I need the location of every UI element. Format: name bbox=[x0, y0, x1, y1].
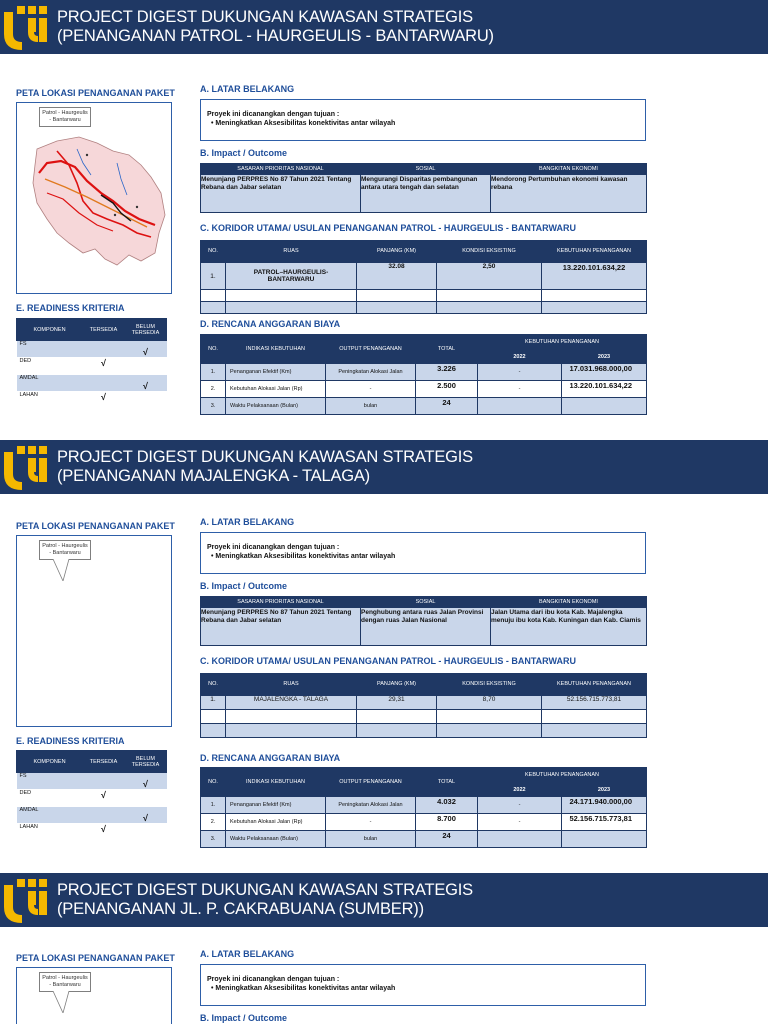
table-row: 1. MAJALENGKA - TALAGA 29,31 8,70 52.156.715.773,81 bbox=[201, 696, 647, 710]
pupr-logo-icon bbox=[4, 6, 48, 50]
latar-box: Proyek ini dicanangkan dengan tujuan : • Meningkatkan Aksesibilitas konektivitas antar wilayah bbox=[200, 532, 646, 574]
map-callout: Patrol - Haurgeulis - Bantarwaru bbox=[39, 107, 91, 127]
table-row: AMDAL √ bbox=[17, 375, 167, 392]
rab-table: NO. INDIKASI KEBUTUHAN OUTPUT PENANGANAN TOTAL KEBUTUHAN PENANGANAN 2022 2023 1. Penanganan Efektif (Km) Peningkatan Alokasi Jalan 3.226 - 17.031.968.000,00 2. Kebutuhan Alokasi Jalan (Rp) - 2.500 - 13.220.101.634,22 3. Waktu Pelaksanaan (Bulan) bulan 24 bbox=[200, 334, 647, 415]
koridor-table: NO. RUAS PANJANG (KM) KONDISI EKSISTING KEBUTUHAN PENANGANAN 1. PATROL–HAURGEULIS-BANTARWARU 32.08 2,50 13.220.101.634,22 bbox=[200, 240, 647, 314]
rab-table: NO. INDIKASI KEBUTUHAN OUTPUT PENANGANAN TOTAL KEBUTUHAN PENANGANAN 2022 2023 1. Penanganan Efektif (Km) Peningkatan Alokasi Jalan 4.032 - 24.171.940.000,00 2. Kebutuhan Alokasi Jalan (Rp) - 8.700 - 52.156.715.773,81 3. Waktu Pelaksanaan (Bulan) bulan 24 bbox=[200, 767, 647, 848]
section-banner bbox=[0, 440, 768, 494]
koridor-heading: C. KORIDOR UTAMA/ USULAN PENANGANAN PATROL - HAURGEULIS - BANTARWARU bbox=[200, 656, 576, 666]
location-map bbox=[16, 535, 172, 727]
check-icon: √ bbox=[83, 824, 125, 841]
pupr-logo-icon bbox=[4, 879, 48, 923]
table-row bbox=[201, 724, 647, 738]
impact-table: SASARAN PRIORITAS NASIONAL SOSIAL BANGKITAN EKONOMI Menunjang PERPRES No 87 Tahun 2021 Tentang Rebana dan Jabar selatan Penghubung antara ruas Jalan Provinsi dengan ruas Jalan Nasional Jalan Utama dari ibu kota Kab. Majalengka menuju ibu kota Kab. Kuningan dan Kab. Ciamis bbox=[200, 596, 647, 646]
col-belum-tersedia: BELUM TERSEDIA bbox=[125, 319, 167, 341]
impact-heading: B. Impact / Outcome bbox=[200, 1013, 288, 1023]
latar-box: Proyek ini dicanangkan dengan tujuan : • Meningkatkan Aksesibilitas konektivitas antar wilayah bbox=[200, 99, 646, 141]
table-row: 3. Waktu Pelaksanaan (Bulan) bulan 24 bbox=[201, 831, 647, 848]
check-icon: √ bbox=[125, 341, 167, 358]
readiness-table bbox=[16, 318, 167, 409]
check-icon: √ bbox=[83, 358, 125, 375]
latar-heading: A. LATAR BELAKANG bbox=[200, 84, 295, 94]
table-row: FS √ bbox=[17, 341, 167, 358]
check-icon: √ bbox=[125, 375, 167, 392]
table-row: 2. Kebutuhan Alokasi Jalan (Rp) - 8.700 - 52.156.715.773,81 bbox=[201, 814, 647, 831]
table-row: LAHAN √ bbox=[17, 824, 167, 841]
callout-pointer-icon bbox=[51, 559, 71, 581]
koridor-heading: C. KORIDOR UTAMA/ USULAN PENANGANAN PATROL - HAURGEULIS - BANTARWARU bbox=[200, 223, 576, 233]
section-banner bbox=[0, 0, 768, 54]
table-row: 3. Waktu Pelaksanaan (Bulan) bulan 24 bbox=[201, 398, 647, 415]
project-digest-3 bbox=[0, 873, 768, 1024]
table-row bbox=[201, 290, 647, 302]
col-komponen: KOMPONEN bbox=[17, 319, 83, 341]
table-row: 1. Penanganan Efektif (Km) Peningkatan Alokasi Jalan 3.226 - 17.031.968.000,00 bbox=[201, 364, 647, 381]
page-title: PROJECT DIGEST DUKUNGAN KAWASAN STRATEGIS (PENANGANAN JL. P. CAKRABUANA (SUMBER)) bbox=[57, 881, 473, 918]
location-map bbox=[16, 967, 172, 1024]
table-row: LAHAN √ bbox=[17, 392, 167, 409]
location-map bbox=[16, 102, 172, 294]
map-callout: Patrol - Haurgeulis - Bantarwaru bbox=[39, 972, 91, 992]
rencana-heading: D. RENCANA ANGGARAN BIAYA bbox=[200, 319, 341, 329]
table-row: DED √ bbox=[17, 790, 167, 807]
table-row: 1. PATROL–HAURGEULIS-BANTARWARU 32.08 2,50 13.220.101.634,22 bbox=[201, 263, 647, 290]
map-image bbox=[17, 103, 172, 294]
impact-heading: B. Impact / Outcome bbox=[200, 148, 288, 158]
page-title: PROJECT DIGEST DUKUNGAN KAWASAN STRATEGIS (PENANGANAN PATROL - HAURGEULIS - BANTARWARU) bbox=[57, 8, 494, 45]
project-digest-2 bbox=[0, 440, 768, 868]
readiness-heading: E. READINESS KRITERIA bbox=[16, 736, 125, 746]
table-row bbox=[201, 710, 647, 724]
readiness-heading: E. READINESS KRITERIA bbox=[16, 303, 125, 313]
table-row: 2. Kebutuhan Alokasi Jalan (Rp) - 2.500 - 13.220.101.634,22 bbox=[201, 381, 647, 398]
impact-heading: B. Impact / Outcome bbox=[200, 581, 288, 591]
rencana-heading: D. RENCANA ANGGARAN BIAYA bbox=[200, 753, 341, 763]
peta-heading: PETA LOKASI PENANGANAN PAKET bbox=[16, 953, 175, 963]
check-icon: √ bbox=[83, 392, 125, 409]
latar-heading: A. LATAR BELAKANG bbox=[200, 949, 295, 959]
peta-heading: PETA LOKASI PENANGANAN PAKET bbox=[16, 521, 175, 531]
pupr-logo-icon bbox=[4, 446, 48, 490]
section-banner bbox=[0, 873, 768, 927]
table-row: DED √ bbox=[17, 358, 167, 375]
peta-heading: PETA LOKASI PENANGANAN PAKET bbox=[16, 88, 175, 98]
impact-table: SASARAN PRIORITAS NASIONAL SOSIAL BANGKITAN EKONOMI Menunjang PERPRES No 87 Tahun 2021 Tentang Rebana dan Jabar selatan Mengurangi Disparitas pembangunan antara utara tengah dan selatan Mendorong Pertumbuhan ekonomi kawasan rebana bbox=[200, 163, 647, 213]
check-icon: √ bbox=[83, 790, 125, 807]
project-digest-1 bbox=[0, 0, 768, 434]
latar-box: Proyek ini dicanangkan dengan tujuan : • Meningkatkan Aksesibilitas konektivitas antar wilayah bbox=[200, 964, 646, 1006]
latar-heading: A. LATAR BELAKANG bbox=[200, 517, 295, 527]
col-tersedia: TERSEDIA bbox=[83, 319, 125, 341]
check-icon: √ bbox=[125, 773, 167, 790]
map-callout: Patrol - Haurgeulis - Bantarwaru bbox=[39, 540, 91, 560]
readiness-table: KOMPONEN TERSEDIA BELUM TERSEDIA FS √ DED √ AMDAL √ LAHAN √ bbox=[16, 750, 167, 841]
table-row: FS √ bbox=[17, 773, 167, 790]
page-title: PROJECT DIGEST DUKUNGAN KAWASAN STRATEGIS (PENANGANAN MAJALENGKA - TALAGA) bbox=[57, 448, 473, 485]
callout-pointer-icon bbox=[51, 991, 71, 1013]
table-row: AMDAL √ bbox=[17, 807, 167, 824]
check-icon: √ bbox=[125, 807, 167, 824]
table-row bbox=[201, 302, 647, 314]
koridor-table: NO. RUAS PANJANG (KM) KONDISI EKSISTING KEBUTUHAN PENANGANAN 1. MAJALENGKA - TALAGA 29,31 8,70 52.156.715.773,81 bbox=[200, 673, 647, 738]
table-row: 1. Penanganan Efektif (Km) Peningkatan Alokasi Jalan 4.032 - 24.171.940.000,00 bbox=[201, 797, 647, 814]
